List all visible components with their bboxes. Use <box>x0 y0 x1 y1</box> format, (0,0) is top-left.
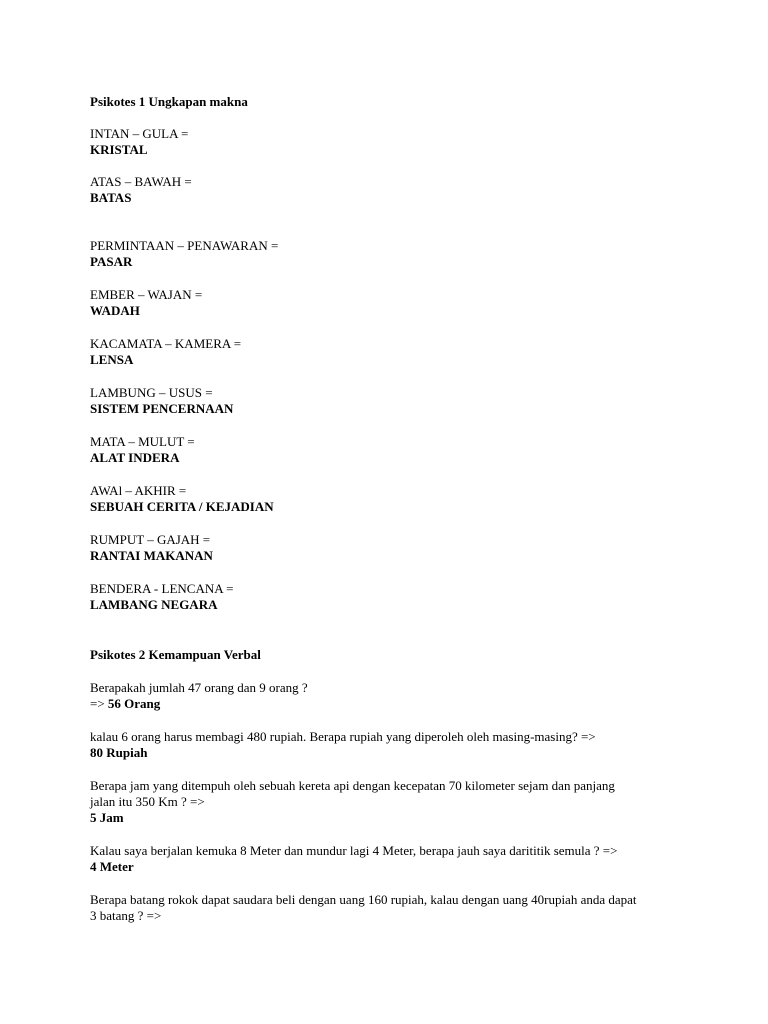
analogy-answer: KRISTAL <box>90 142 148 157</box>
verbal-item <box>90 778 690 826</box>
analogy-item <box>90 126 690 158</box>
section2-heading: Psikotes 2 Kemampuan Verbal <box>90 647 261 662</box>
analogy-answer: SEBUAH CERITA / KEJADIAN <box>90 499 274 514</box>
analogy-answer: PASAR <box>90 254 133 269</box>
verbal-question: Berapa jam yang ditempuh oleh sebuah kereta api dengan kecepatan 70 kilometer sejam dan panjang <box>90 778 615 793</box>
section1-heading: Psikotes 1 Ungkapan makna <box>90 94 248 109</box>
verbal-question-cont: jalan itu 350 Km ? => <box>90 794 205 809</box>
analogy-answer: ALAT INDERA <box>90 450 180 465</box>
analogy-item <box>90 385 690 417</box>
verbal-item <box>90 680 690 712</box>
analogy-question: BENDERA - LENCANA = <box>90 581 234 596</box>
verbal-question: Kalau saya berjalan kemuka 8 Meter dan mundur lagi 4 Meter, berapa jauh saya darititik semula ? => <box>90 843 618 858</box>
analogy-question: MATA – MULUT = <box>90 434 195 449</box>
analogy-question: EMBER – WAJAN = <box>90 287 203 302</box>
verbal-item <box>90 892 690 924</box>
analogy-question: RUMPUT – GAJAH = <box>90 532 211 547</box>
analogy-question: AWAl – AKHIR = <box>90 483 187 498</box>
analogy-item <box>90 336 690 368</box>
verbal-question: kalau 6 orang harus membagi 480 rupiah. Berapa rupiah yang diperoleh oleh masing-masing? => <box>90 729 596 744</box>
verbal-item <box>90 729 690 761</box>
verbal-question: Berapa batang rokok dapat saudara beli dengan uang 160 rupiah, kalau dengan uang 40rupiah anda dapat <box>90 892 637 907</box>
analogy-item <box>90 483 690 515</box>
analogy-answer: SISTEM PENCERNAAN <box>90 401 234 416</box>
analogy-item <box>90 287 690 319</box>
analogy-item <box>90 238 690 270</box>
analogy-question: KACAMATA – KAMERA = <box>90 336 242 351</box>
analogy-item <box>90 434 690 466</box>
analogy-answer: WADAH <box>90 303 140 318</box>
analogy-question: ATAS – BAWAH = <box>90 174 192 189</box>
document-page <box>90 94 690 924</box>
verbal-question-cont: 3 batang ? => <box>90 908 162 923</box>
verbal-answer: 80 Rupiah <box>90 745 148 760</box>
verbal-question: Berapakah jumlah 47 orang dan 9 orang ? <box>90 680 308 695</box>
analogy-item <box>90 174 690 206</box>
analogy-answer: BATAS <box>90 190 132 205</box>
verbal-answer-line <box>90 696 690 712</box>
answer-prefix: => <box>90 696 108 711</box>
analogy-item <box>90 581 690 613</box>
analogy-item <box>90 532 690 564</box>
analogy-answer: LAMBANG NEGARA <box>90 597 218 612</box>
verbal-answer: 4 Meter <box>90 859 134 874</box>
analogy-question: PERMINTAAN – PENAWARAN = <box>90 238 279 253</box>
verbal-answer: 56 Orang <box>107 696 161 711</box>
analogy-question: LAMBUNG – USUS = <box>90 385 213 400</box>
verbal-answer: 5 Jam <box>90 810 124 825</box>
analogy-answer: LENSA <box>90 352 134 367</box>
analogy-answer: RANTAI MAKANAN <box>90 548 213 563</box>
analogy-question: INTAN – GULA = <box>90 126 189 141</box>
verbal-item <box>90 843 690 875</box>
